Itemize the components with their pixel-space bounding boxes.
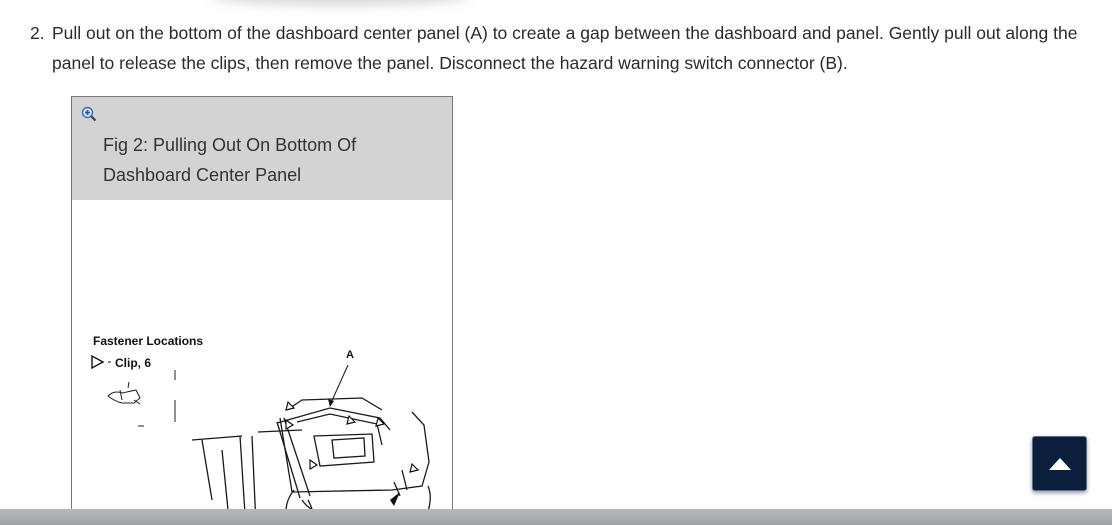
figure-title: Fig 2: Pulling Out On Bottom Of Dashboard Center Panel	[103, 135, 357, 185]
legend-item: Clip, 6	[115, 356, 152, 370]
figure-panel	[71, 96, 453, 518]
top-shadow	[210, 0, 470, 4]
label-a: A	[346, 349, 354, 361]
arrow-up-icon	[1048, 456, 1072, 472]
dashboard-diagram[interactable]	[72, 200, 452, 517]
scroll-to-top-button[interactable]	[1032, 436, 1087, 491]
clip-marker-icon	[92, 356, 103, 368]
figure-header	[72, 97, 452, 200]
bottom-bar	[0, 509, 1112, 525]
clip-detail-drawing	[108, 370, 175, 426]
legend-title: Fastener Locations	[93, 334, 204, 348]
step-text: Pull out on the bottom of the dashboard center panel (A) to create a gap between the dashboard and panel. Gently pull out along the panel to release the clips, then remove the panel. Disconnect the hazard warning switch connector (B).	[52, 23, 1078, 73]
step-number: 2.	[30, 23, 45, 43]
pull-direction-arrow	[390, 492, 400, 506]
zoom-in-icon[interactable]	[81, 106, 97, 122]
